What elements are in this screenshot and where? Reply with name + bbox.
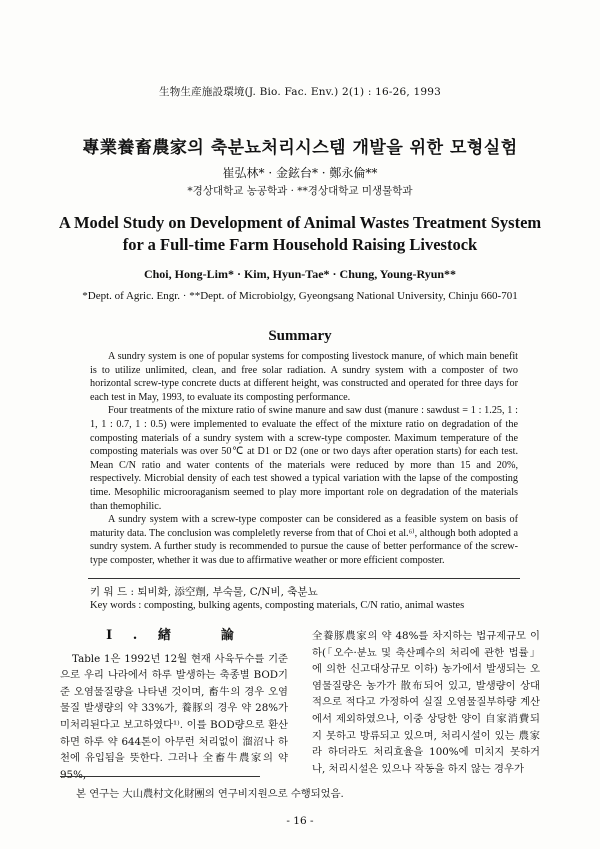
body-paragraph: 全養豚農家의 약 48%를 차지하는 법규제규모 이하(「오수·분뇨 및 축산폐수의 처리에 관한 법률」에 의한 신고대상규모 이하) 농가에서 발생되는 오염물질량은 농가가 散布되어 있고, 발생량이 상대적으로 적다고 가정하여 실질 오염물질부하량 계산에서 제외하였으나, 이중 상당한 양이 自家消費되지 못하고 방류되고 있으며, 처리시설이 있는 農家라 하더라도 처리효율을 100%에 미치지 못하거나, 처리시설은 있으나 작동을 하지 않는 경우가 xyxy=(312,630,540,775)
keywords-english: Key words : composting, bulking agents, composting materials, C/N ratio, animal wastes xyxy=(90,600,465,611)
summary-paragraph: Four treatments of the mixture ratio of swine manure and saw dust (manure : sawdust = 1 : 1.25, 1 : 1, 1 : 0.7, 1 : 0.5) were implemented to evaluate the effect of the mixture ratio on degradation of the composting materials of a sundry system with a screw-type composter. Maximum temperature of the composting materials was over 50℃ at D1 or D2 (one or two days after operation starts) for each test. Mean C/N ratio and water contents of the materials were reduced by more than 15 and 20%, respectively. Microbial density of each test showed a typical variation with the lapse of the composting time. Mesophilic microoraganism seemed to play more important role on degradation of the materials than themophilic. xyxy=(90,405,518,512)
page-number: - 16 - xyxy=(286,815,314,827)
english-title xyxy=(0,212,600,256)
summary-body xyxy=(90,350,518,568)
summary-heading: Summary xyxy=(268,328,332,344)
body-left-column xyxy=(60,628,288,783)
summary-paragraph: A sundry system with a screw-type composter can be considered as a feasible system on basis of maturity data. The conclusion was compleletly reverse from that of Choi et al.⁶⁾, although both adopted a sundry system. A further study is recommended to pursue the cause of better performance of the screw-type composter, whether it was due to affirmative weather or more efficient composter. xyxy=(90,514,518,566)
journal-header: 生物生産施設環境(J. Bio. Fac. Env.) 2(1) : 16-26, 1993 xyxy=(159,86,441,98)
korean-affiliation: *경상대학교 농공학과 · **경상대학교 미생물학과 xyxy=(187,185,413,197)
body-paragraph: Table 1은 1992년 12월 현재 사육두수를 기준으로 우리 나라에서 하루 발생하는 축종별 BOD기준 오염물질량을 나타낸 것이며, 畜牛의 경우 오염물질 발생량의 약 33%가, 養豚의 경우 약 28%가 미처리된다고 보고하였다¹⁾. 이를 BOD량으로 환산하면 하루 약 644톤이 아무런 처리없이 溜沼나 하천에 유입됨을 뜻한다. 그러나 全畜牛農家의 약 95%, xyxy=(60,652,288,781)
korean-authors: 崔弘林* · 金鉉台* · 鄭永倫** xyxy=(222,166,378,180)
section-heading: I . 緖 論 xyxy=(106,628,242,643)
english-title-line1: A Model Study on Development of Animal Wastes Treatment System xyxy=(58,213,542,232)
body-right-column xyxy=(312,628,540,777)
footnote: 본 연구는 大山農村文化財團의 연구비지원으로 수행되었음. xyxy=(76,788,344,800)
english-title-line2: for a Full-time Farm Household Raising Livestock xyxy=(122,235,478,254)
footnote-divider xyxy=(60,776,260,777)
english-authors: Choi, Hong-Lim* · Kim, Hyun-Tae* · Chung, Young-Ryun** xyxy=(143,267,457,281)
divider xyxy=(88,578,520,579)
summary-paragraph: A sundry system is one of popular systems for composting livestock manure, of which main benefit is to utilize unlimited, clean, and free solar radiation. A sundry system with a composter of two horizontal screw-type concrete ducts at different height, was constructed and operated for three days for each test in May, 1993, to evaluate its composting performance. xyxy=(90,351,518,403)
english-affiliation: *Dept. of Agric. Engr. · **Dept. of Microbiolgy, Gyeongsang National University, Chinju 660-701 xyxy=(82,290,518,302)
keywords-korean: 키 워 드 : 퇴비화, 添空劑, 부숙물, C/N비, 축분뇨 xyxy=(90,586,318,598)
korean-title: 專業養畜農家의 축분뇨처리시스템 개발을 위한 모형실험 xyxy=(82,138,518,158)
